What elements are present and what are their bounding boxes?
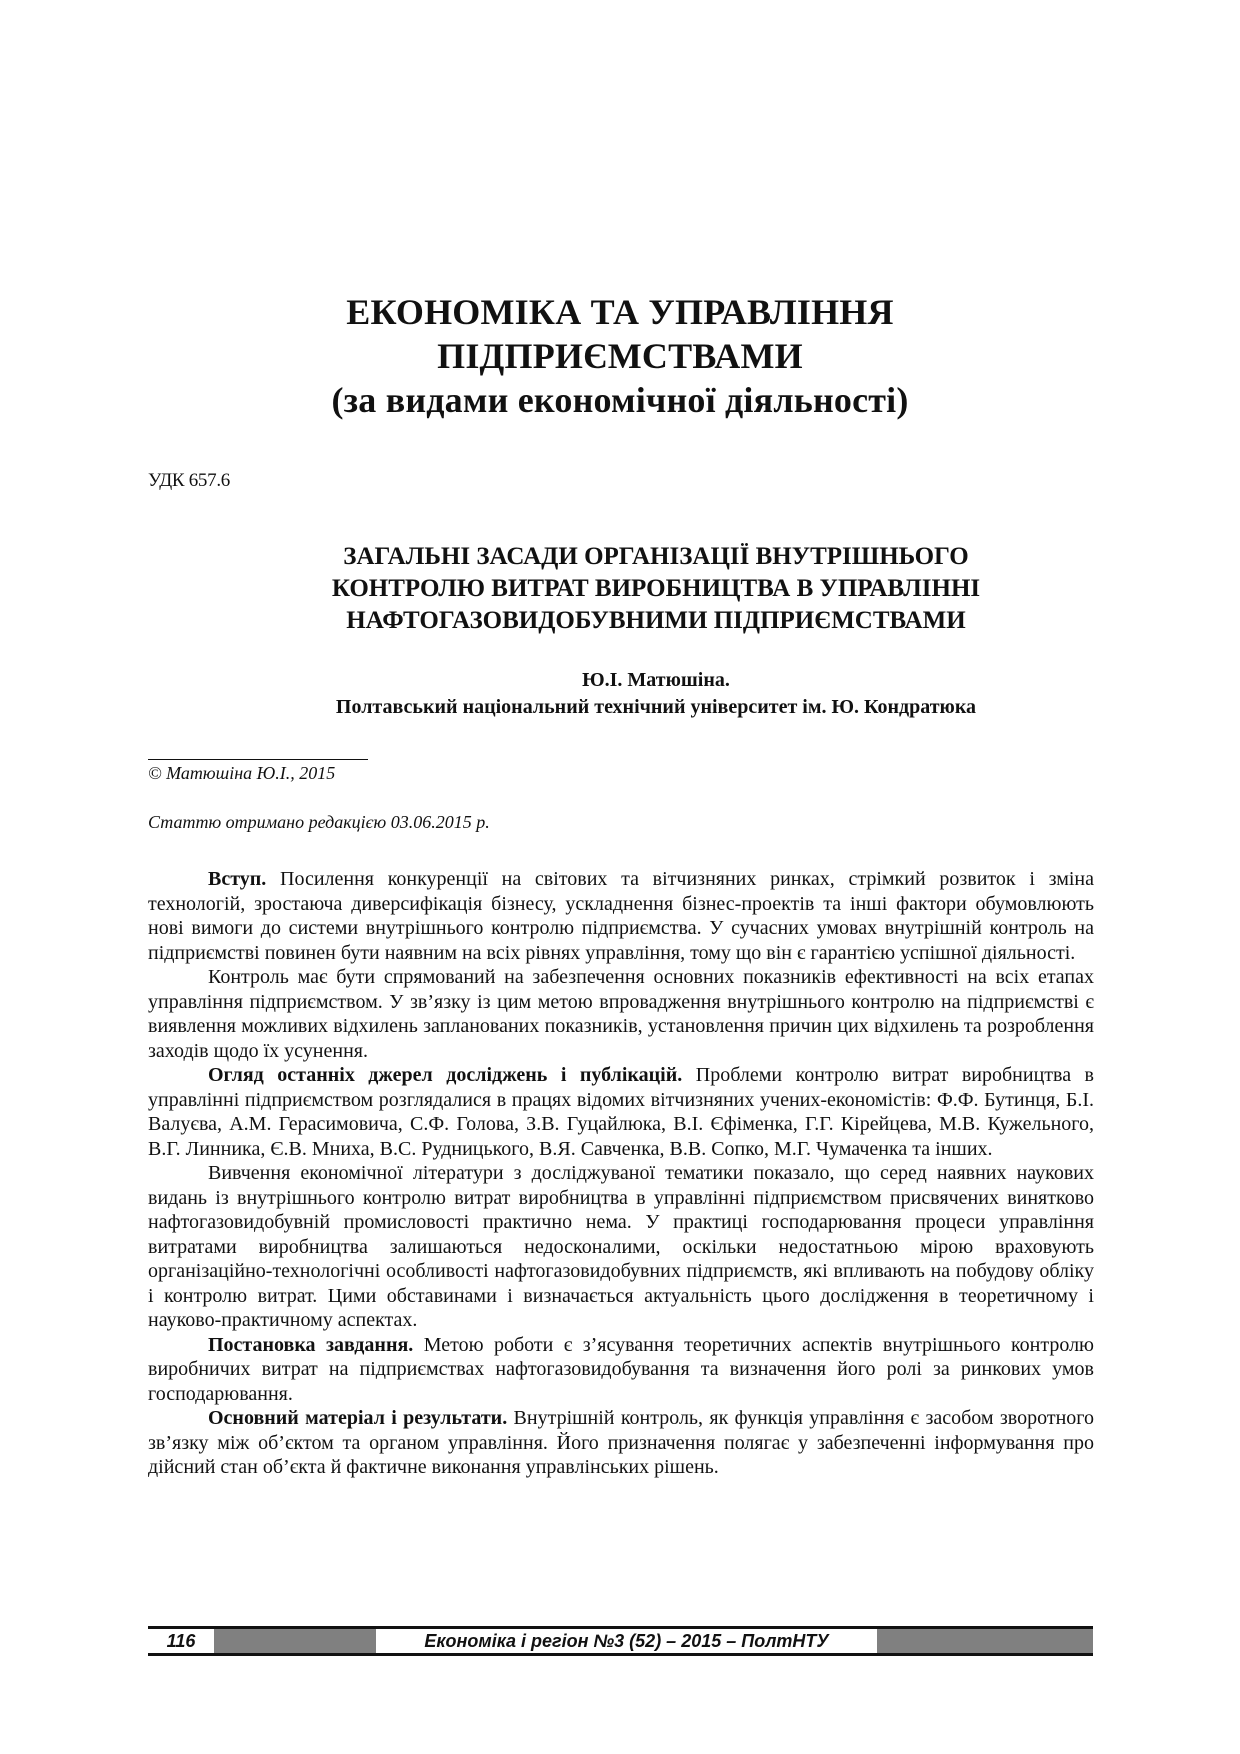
paragraph-text: Проблеми контролю витрат виробництва в управлінні підприємством розглядалися в працях відомих вітчизняних учених-економістів: Ф.Ф. Бутинця, Б.І. Валуєва, А.М. Герасимовича, С.Ф. Голова, З.В. Гуцайлюка, В.І. Єфіменка, Г.Г. Кірейцева, М.В. Кужельного, В.Г. Линника, Є.В. Мниха, В.С. Рудницького, В.Я. Савченка, В.В. Сопко, М.Г. Чумаченка та інших. xyxy=(148,1064,1094,1160)
page-footer xyxy=(148,1626,1093,1656)
author-affiliation: Полтавський національний технічний університет ім. Ю. Кондратюка xyxy=(335,696,977,718)
section-heading-line3: (за видами економічної діяльності) xyxy=(331,380,909,420)
journal-title: Економіка і регіон №3 (52) – 2015 – ПолтНТУ xyxy=(424,1631,829,1651)
received-date-note: Статтю отримано редакцією 03.06.2015 р. xyxy=(148,812,490,832)
article-title xyxy=(148,541,1094,637)
footer-gray-block-left xyxy=(214,1629,376,1653)
author-name: Ю.І. Матюшіна. xyxy=(582,669,730,691)
paragraph-relevance xyxy=(148,1161,1094,1333)
paragraph-text: Вивчення економічної літератури з досліджуваної тематики показало, що серед наявних наукових видань із внутрішнього контролю витрат виробництва в управлінні підприємством присвячених винятково нафтогазовидобувній промисловості практично нема. У практиці господарювання процеси управління витратами виробництва залишаються недосконалими, оскільки недостатньою мірою враховують організаційно-технологічні особливості нафтогазовидобувних підприємств, які впливають на побудову обліку і контролю витрат. Цими обставинами і визначається актуальність цього дослідження в теоретичному і науково-практичному аспектах. xyxy=(148,1162,1094,1331)
paragraph-lead: Основний матеріал і результати. xyxy=(208,1407,508,1429)
paragraph-text: Метою роботи є з’ясування теоретичних аспектів внутрішнього контролю виробничих витрат на підприємствах нафтогазовидобування та визначення його ролі за ринкових умов господарювання. xyxy=(148,1333,1094,1405)
paragraph-text: Посилення конкуренції на світових та вітчизняних ринках, стрімкий розвиток і зміна технологій, зростаюча диверсифікація бізнесу, ускладнення бізнес-проектів та інші фактори обумовлюють нові вимоги до системи внутрішнього контролю підприємства. У сучасних умовах внутрішній контроль на підприємстві повинен бути наявним на всіх рівнях управління, тому що він є гарантією успішної діяльності. xyxy=(148,868,1094,964)
author-block xyxy=(148,667,1094,721)
section-heading xyxy=(0,290,1240,422)
paragraph-main-results xyxy=(148,1406,1094,1480)
paragraph-lead: Постановка завдання. xyxy=(208,1333,414,1356)
section-heading-line2: ПІДПРИЄМСТВАМИ xyxy=(437,336,803,376)
paragraph-lead: Огляд останніх джерел досліджень і публікацій. xyxy=(208,1064,683,1086)
paragraph-literature-review xyxy=(148,1063,1094,1161)
paragraph-control-goals xyxy=(148,965,1094,1063)
article-title-line2: КОНТРОЛЮ ВИТРАТ ВИРОБНИЦТВА В УПРАВЛІННІ xyxy=(331,575,981,602)
page-number: 116 xyxy=(166,1631,196,1651)
footer-gray-block-right xyxy=(877,1629,1093,1653)
article-body xyxy=(148,867,1094,1480)
paragraph-text: Контроль має бути спрямований на забезпечення основних показників ефективності на всіх етапах управління підприємством. У зв’язку із цим метою впровадження внутрішнього контролю на підприємстві є виявлення можливих відхилень запланованих показників, установлення причин цих відхилень та розроблення заходів щодо їх усунення. xyxy=(148,966,1094,1062)
paragraph-lead: Вступ. xyxy=(208,868,267,890)
paragraph-introduction xyxy=(148,867,1094,965)
paragraph-problem-statement xyxy=(148,1333,1094,1407)
copyright-note: © Матюшіна Ю.І., 2015 xyxy=(148,763,336,783)
paragraph-text: Внутрішній контроль, як функція управління є засобом зворотного зв’язку між об’єктом та органом управління. Його призначення полягає у забезпеченні інформування про дійсний стан об’єкта й фактичне виконання управлінських рішень. xyxy=(148,1407,1094,1478)
udk-code: УДК 657.6 xyxy=(148,470,230,491)
article-title-line3: НАФТОГАЗОВИДОБУВНИМИ ПІДПРИЄМСТВАМИ xyxy=(346,607,966,634)
footnote-divider xyxy=(148,759,368,760)
section-heading-line1: ЕКОНОМІКА ТА УПРАВЛІННЯ xyxy=(346,292,894,332)
article-title-line1: ЗАГАЛЬНІ ЗАСАДИ ОРГАНІЗАЦІЇ ВНУТРІШНЬОГО xyxy=(343,543,969,570)
